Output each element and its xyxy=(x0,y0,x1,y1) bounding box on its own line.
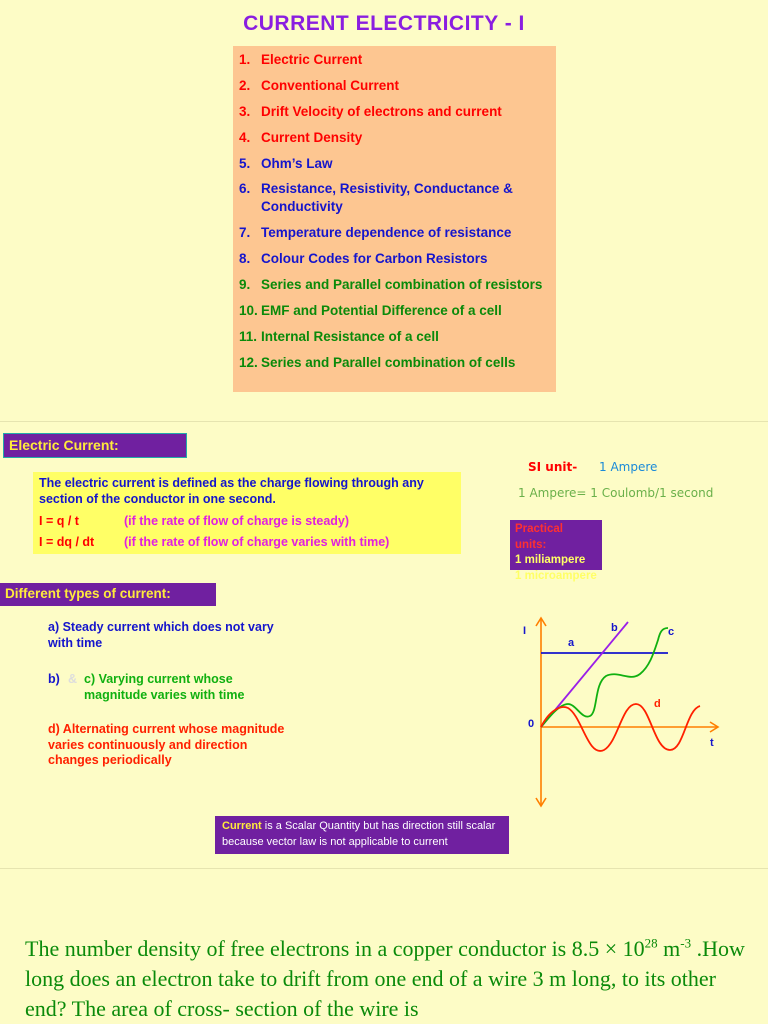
toc-item-number: 1. xyxy=(239,52,251,67)
toc-item-label: Internal Resistance of a cell xyxy=(261,328,439,344)
toc-item xyxy=(239,302,556,320)
toc-item xyxy=(239,328,556,346)
origin-label: 0 xyxy=(528,718,535,730)
practical-unit-1: 1 miliampere xyxy=(515,554,586,566)
equation-varying-note: (if the rate of flow of charge varies with time) xyxy=(124,535,390,549)
table-of-contents xyxy=(233,46,556,392)
curve-d-label: d xyxy=(654,698,661,710)
types-heading: Different types of current: xyxy=(0,583,216,606)
toc-item xyxy=(239,250,556,268)
equation-steady: I = q / t xyxy=(39,514,79,528)
drift-problem-text: The number density of free electrons in a copper conductor is $8.5 \times 10^{28}$ $m^{-3}$ .How long does an electron take to drift from one end of a wire 3 m long, to its other end? The area of cross- section of the wire is xyxy=(25,935,745,1021)
toc-item-label: Series and Parallel combination of resistors xyxy=(261,277,543,293)
toc-item xyxy=(239,129,556,147)
toc-item-label: Current Density xyxy=(261,129,363,145)
toc-item-label: Drift Velocity of electrons and current xyxy=(261,103,502,119)
toc-item-label: Colour Codes for Carbon Resistors xyxy=(261,251,488,267)
toc-item-label: Conventional Current xyxy=(261,77,400,93)
type-d-alternating: d) Alternating current whose magnitude varies continuously and direction changes periodically xyxy=(48,722,285,767)
curve-c-label: c xyxy=(668,626,675,638)
practical-units-label: Practical units: xyxy=(515,523,563,551)
type-a-steady: a) Steady current which does not vary with time xyxy=(48,620,274,650)
scalar-quantity-note xyxy=(215,816,509,854)
section-divider xyxy=(0,421,768,422)
toc-item-label: Resistance, Resistivity, Conductance & Conductivity xyxy=(261,181,513,215)
toc-item-number: 12. xyxy=(239,354,258,370)
toc-item xyxy=(239,103,556,121)
type-and-symbol: & xyxy=(68,672,78,686)
toc-item-label: EMF and Potential Difference of a cell xyxy=(261,303,502,319)
toc-item-number: 8. xyxy=(239,251,251,267)
scalar-text: is a Scalar Quantity but has direction still scalar because vector law is not applicable to current xyxy=(222,820,496,848)
toc-item xyxy=(239,155,556,173)
toc-item xyxy=(239,77,556,95)
y-axis-label: I xyxy=(523,625,527,637)
toc-item-number: 11. xyxy=(239,328,258,344)
toc-item-label: Temperature dependence of resistance xyxy=(261,225,512,241)
toc-item-number: 6. xyxy=(239,181,251,197)
curve-c-varying xyxy=(541,628,668,727)
toc-item-number: 4. xyxy=(239,129,251,145)
type-b-label: b) xyxy=(48,672,60,686)
practical-units-box xyxy=(510,520,602,582)
curve-a-label: a xyxy=(568,637,575,649)
si-unit-label: SI unit- xyxy=(528,460,578,474)
equation-varying: I = dq / dt xyxy=(39,535,95,549)
curve-b-label: b xyxy=(611,622,618,634)
page-title: CURRENT ELECTRICITY - I xyxy=(243,12,525,35)
scalar-keyword: Current xyxy=(222,820,262,832)
toc-item-number: 9. xyxy=(239,277,251,293)
current-time-graph xyxy=(510,612,740,812)
definition-box xyxy=(33,472,461,554)
toc-item-label: Ohm’s Law xyxy=(261,155,333,171)
si-unit-relation: 1 Ampere= 1 Coulomb/1 second xyxy=(518,486,714,500)
toc-item-number: 3. xyxy=(239,103,251,119)
type-c-varying: c) Varying current whose magnitude varies with time xyxy=(84,672,245,702)
toc-item-number: 2. xyxy=(239,77,251,93)
current-definition: The electric current is defined as the charge flowing through any section of the conductor in one second. xyxy=(39,476,424,506)
si-unit-value: 1 Ampere xyxy=(599,460,658,474)
equation-steady-note: (if the rate of flow of charge is steady) xyxy=(124,514,350,528)
toc-item-number: 7. xyxy=(239,225,251,241)
section-divider-2 xyxy=(0,868,768,869)
toc-item xyxy=(239,51,556,69)
toc-item-label: Electric Current xyxy=(261,52,363,67)
toc-item-number: 5. xyxy=(239,155,251,171)
electric-current-heading: Electric Current: xyxy=(3,433,187,458)
toc-item-label: Series and Parallel combination of cells xyxy=(261,354,516,370)
toc-item xyxy=(239,224,556,242)
toc-item xyxy=(239,276,556,294)
toc-item xyxy=(239,354,556,372)
practical-unit-2: 1 microampere xyxy=(515,569,597,582)
toc-item-number: 10. xyxy=(239,303,258,319)
x-axis-label: t xyxy=(710,737,714,749)
toc-item xyxy=(239,180,556,216)
